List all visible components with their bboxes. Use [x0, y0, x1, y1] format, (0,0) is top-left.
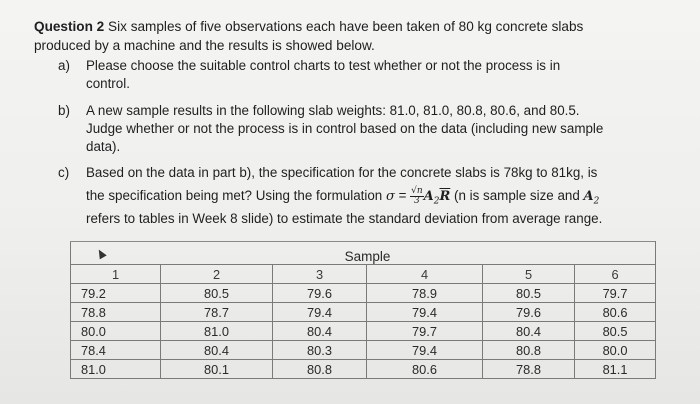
table-cell: 80.4 [483, 322, 575, 341]
table-row [71, 284, 656, 303]
table-cell: 81.1 [575, 360, 656, 379]
table-header-cell: 5 [483, 265, 575, 284]
table-cell: 78.9 [367, 284, 483, 303]
table-cell: 80.8 [273, 360, 367, 379]
question-intro-text: Six samples of five observations each have been taken of 80 kg concrete slabs [108, 19, 584, 34]
part-c-line2 [86, 187, 599, 211]
table-cell: 79.4 [367, 303, 483, 322]
table-header-row [71, 265, 656, 284]
table-caption: Sample [161, 242, 575, 265]
part-a-line2: control. [86, 76, 130, 91]
formula-a2: $A_2$ [423, 189, 440, 207]
table-cell: 80.4 [273, 322, 367, 341]
part-c-line2-pre: the specification being met? Using the formulation [86, 188, 386, 204]
table-cell: 79.4 [273, 303, 367, 322]
formula-frac-denominator: 3 [414, 196, 420, 206]
table-header-cell: 1 [71, 265, 161, 284]
part-c-line1: Based on the data in part b), the specification for the concrete slabs is 78kg to 81kg, is [86, 165, 598, 180]
table-header-cell: 2 [161, 265, 273, 284]
table-cell: 78.8 [71, 303, 161, 322]
formula-equals: = [394, 188, 411, 204]
table-cell: 79.4 [367, 341, 483, 360]
table-header-cell: 6 [575, 265, 656, 284]
table-cell: 78.4 [71, 341, 161, 360]
table-cell: 80.8 [483, 341, 575, 360]
table-cell: 79.7 [575, 284, 656, 303]
cursor-cell [71, 242, 161, 265]
part-c-label: c) [58, 165, 70, 180]
table-cell: 80.0 [575, 341, 656, 360]
formula-sigma: σ [385, 189, 395, 205]
part-a-label: a) [58, 58, 70, 73]
table-cell: 80.0 [71, 322, 161, 341]
table-cell: 80.5 [575, 322, 656, 341]
table-cell: 79.6 [483, 303, 575, 322]
part-a-line1: Please choose the suitable control charts to test whether or not the process is in [86, 58, 561, 73]
formula-frac-numerator: √n [411, 186, 423, 196]
table-row [71, 341, 656, 360]
table-row [71, 322, 656, 341]
part-b-label: b) [58, 103, 70, 118]
table-header-cell: 4 [367, 265, 483, 284]
part-c-line3: refers to tables in Week 8 slide) to estimate the standard deviation from average range. [86, 211, 603, 226]
table-cell: 81.0 [161, 322, 273, 341]
part-c-line2-post: (n is sample size and [450, 188, 584, 204]
table-cell: 80.5 [483, 284, 575, 303]
formula-rbar: $\overline{R}$ [439, 189, 451, 205]
sample-table [70, 241, 655, 383]
part-b-line1: A new sample results in the following slab weights: 81.0, 81.0, 80.8, 80.6, and 80.5. [86, 103, 580, 118]
table-cell: 80.6 [575, 303, 656, 322]
question-intro-line1 [34, 19, 583, 35]
table-cell: 81.0 [71, 360, 161, 379]
part-b-line2: Judge whether or not the process is in control based on the data (including new sample [86, 121, 604, 136]
question-label: Question 2 [34, 19, 105, 34]
table-cell: 80.5 [161, 284, 273, 303]
table-cell: 80.4 [161, 341, 273, 360]
table-cell: 80.6 [367, 360, 483, 379]
table-cell: 79.6 [273, 284, 367, 303]
table-cell: 79.2 [71, 284, 161, 303]
formula-a2-second: $A_2$ [583, 189, 600, 207]
table-caption-row [71, 242, 656, 265]
table-row [71, 360, 656, 379]
table-header-cell: 3 [273, 265, 367, 284]
table-cell: 78.8 [483, 360, 575, 379]
table-cell: 78.7 [161, 303, 273, 322]
table-row [71, 303, 656, 322]
mouse-cursor-icon [95, 247, 106, 259]
caption-end-cell [575, 242, 656, 265]
question-intro-line2: produced by a machine and the results is showed below. [34, 38, 375, 53]
table-cell: 80.1 [161, 360, 273, 379]
formula-fraction [410, 187, 424, 206]
table-cell: 79.7 [367, 322, 483, 341]
table-cell: 80.3 [273, 341, 367, 360]
part-b-line3: data). [86, 139, 121, 154]
